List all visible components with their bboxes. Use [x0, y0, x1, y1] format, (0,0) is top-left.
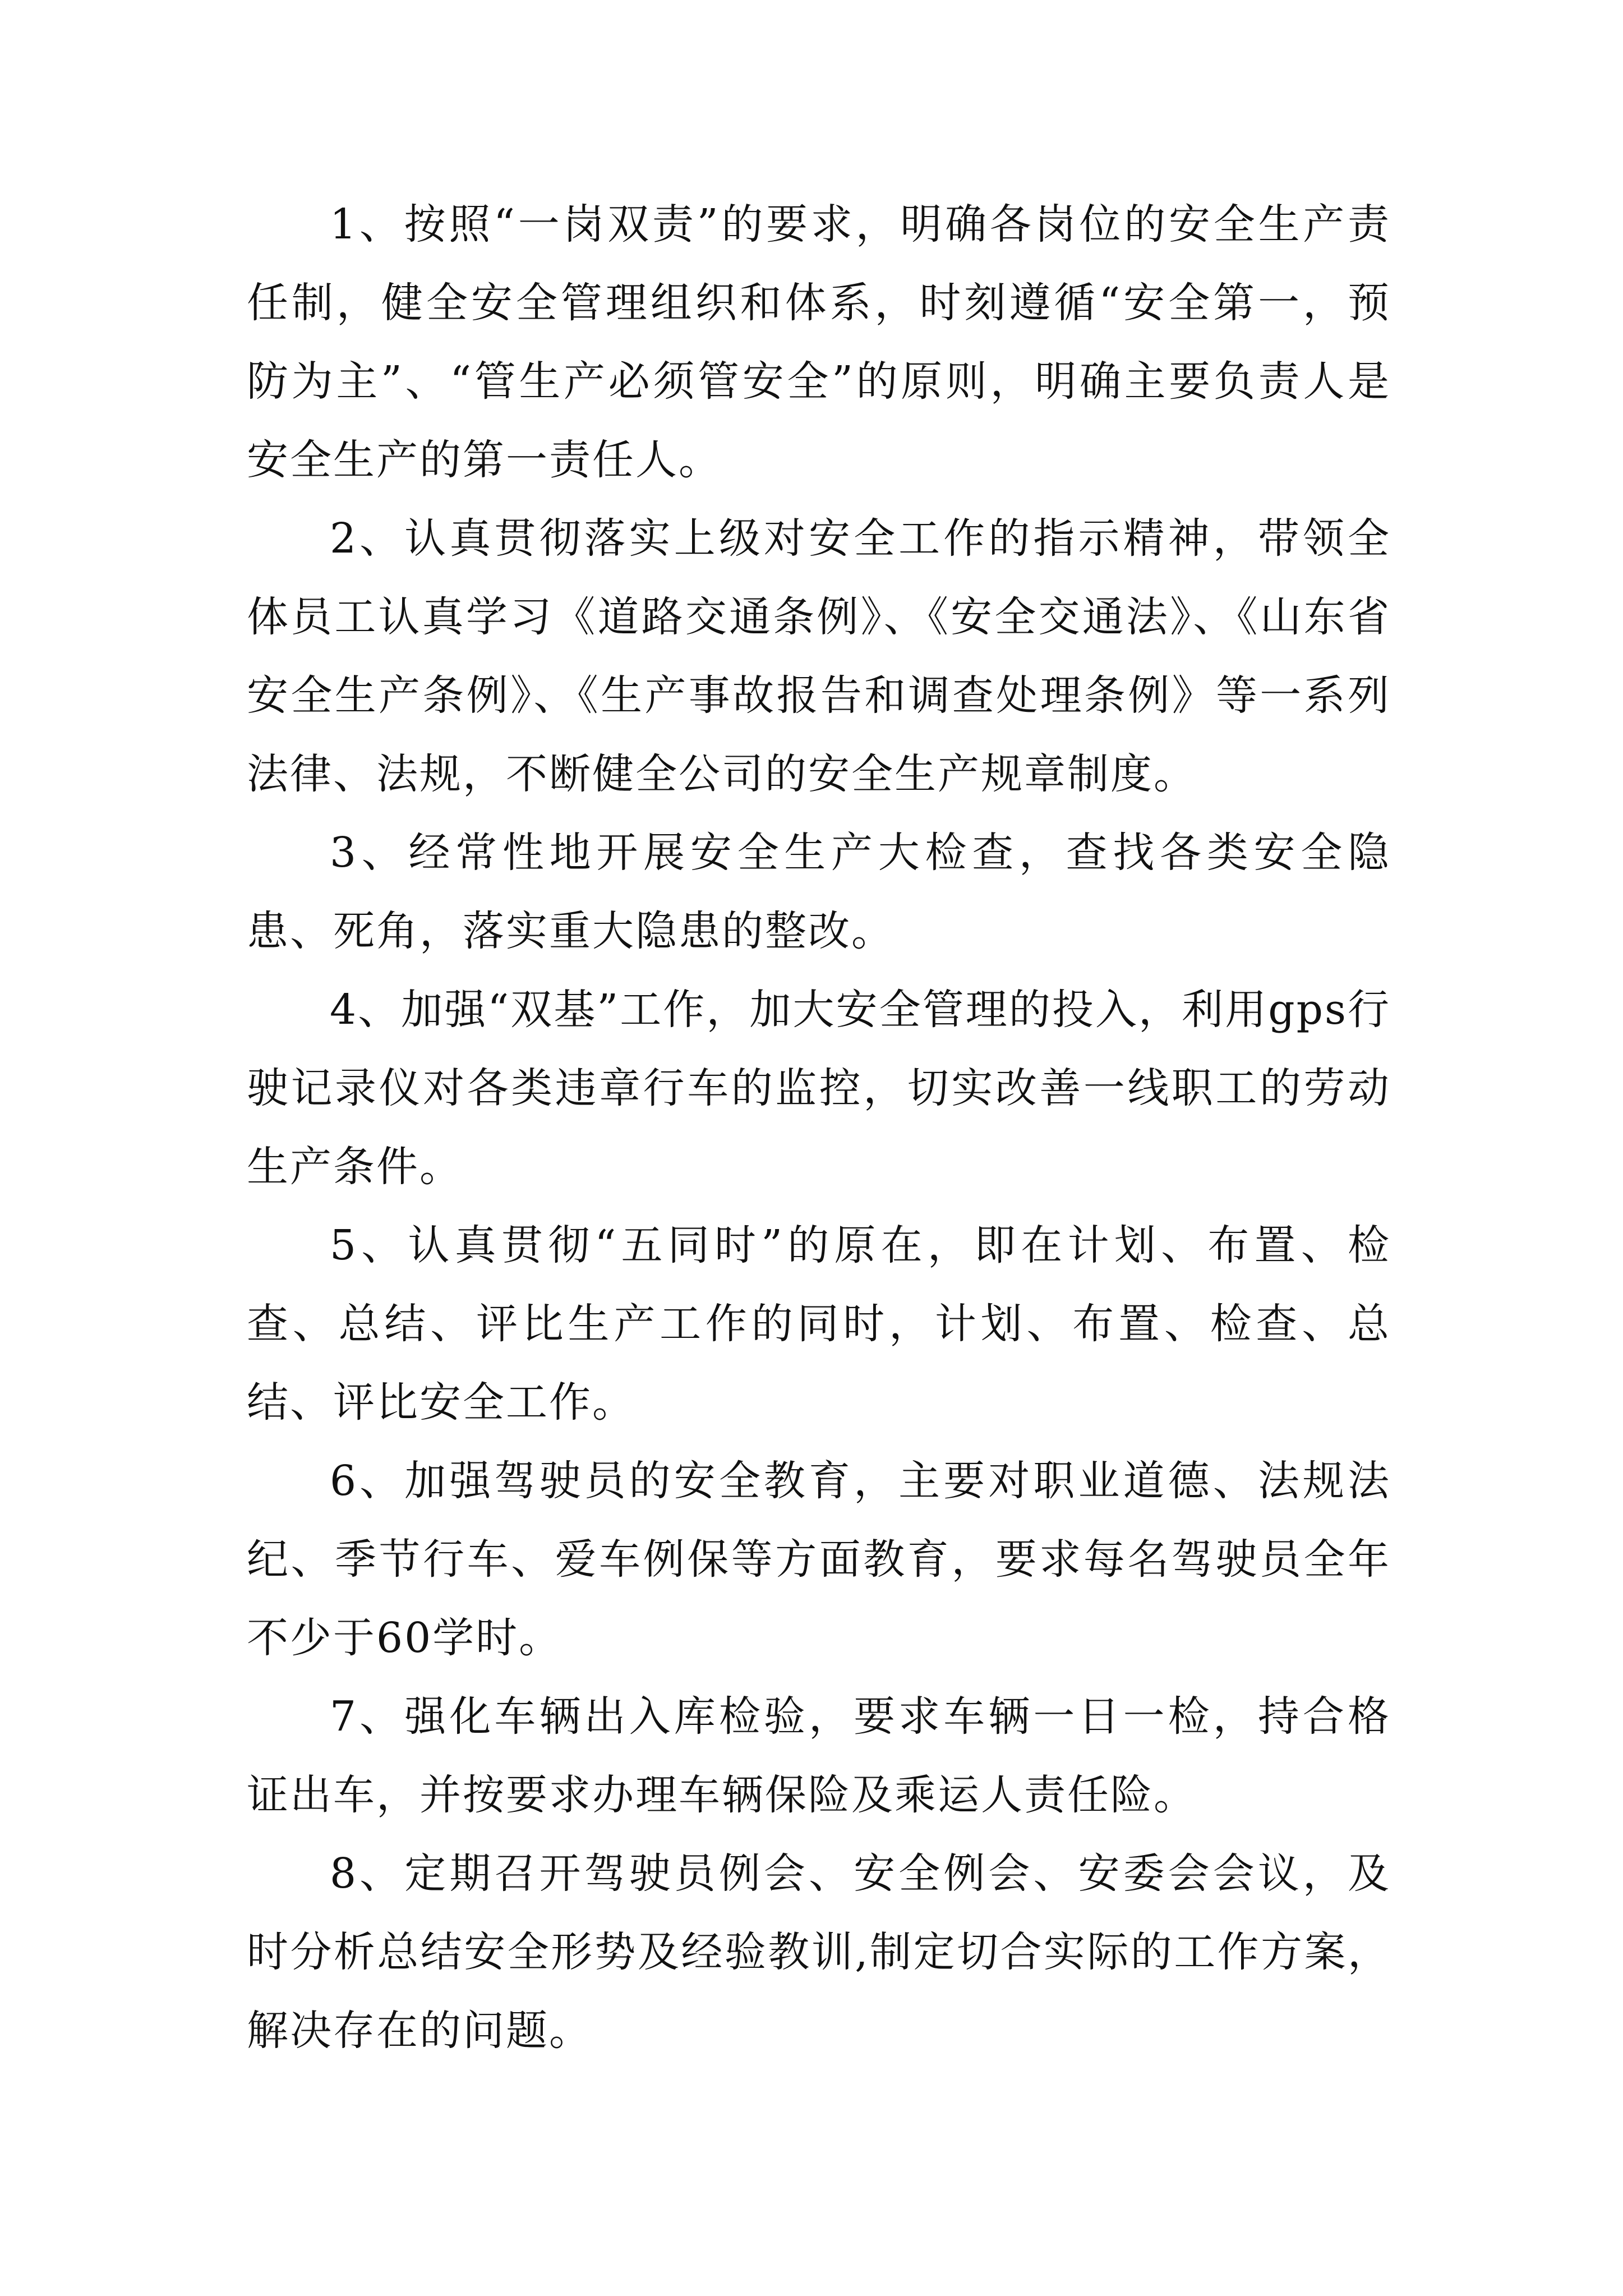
paragraph-4: 4、加强“双基”工作，加大安全管理的投入，利用gps行驶记录仪对各类违章行车的监控，切实改善一线职工的劳动生产条件。: [247, 986, 1391, 1191]
document-body: [247, 185, 1391, 2070]
paragraph-3: 3、经常性地开展安全生产大检查，查找各类安全隐患、死角，落实重大隐患的整改。: [247, 829, 1391, 955]
paragraph-7: 7、强化车辆出入库检验，要求车辆一日一检，持合格证出车，并按要求办理车辆保险及乘运人责任险。: [247, 1692, 1391, 1819]
paragraph-5: 5、认真贯彻“五同时”的原在，即在计划、布置、检查、总结、评比生产工作的同时，计划、布置、检查、总结、评比安全工作。: [247, 1221, 1391, 1427]
paragraph-8: 8、定期召开驾驶员例会、安全例会、安委会会议，及时分析总结安全形势及经验教训,制定切合实际的工作方案，解决存在的问题。: [247, 1849, 1391, 2055]
paragraph-1: 1、按照“一岗双责”的要求，明确各岗位的安全生产责任制，健全安全管理组织和体系，时刻遵循“安全第一，预防为主”、“管生产必须管安全”的原则，明确主要负责人是安全生产的第一责任人。: [247, 200, 1391, 484]
paragraph-2: 2、认真贯彻落实上级对安全工作的指示精神，带领全体员工认真学习《道路交通条例》、《安全交通法》、《山东省安全生产条例》、《生产事故报告和调查处理条例》等一系列法律、法规，不断健全公司的安全生产规章制度。: [247, 514, 1391, 798]
paragraph-6: 6、加强驾驶员的安全教育，主要对职业道德、法规法纪、季节行车、爱车例保等方面教育，要求每名驾驶员全年不少于60学时。: [247, 1457, 1391, 1662]
